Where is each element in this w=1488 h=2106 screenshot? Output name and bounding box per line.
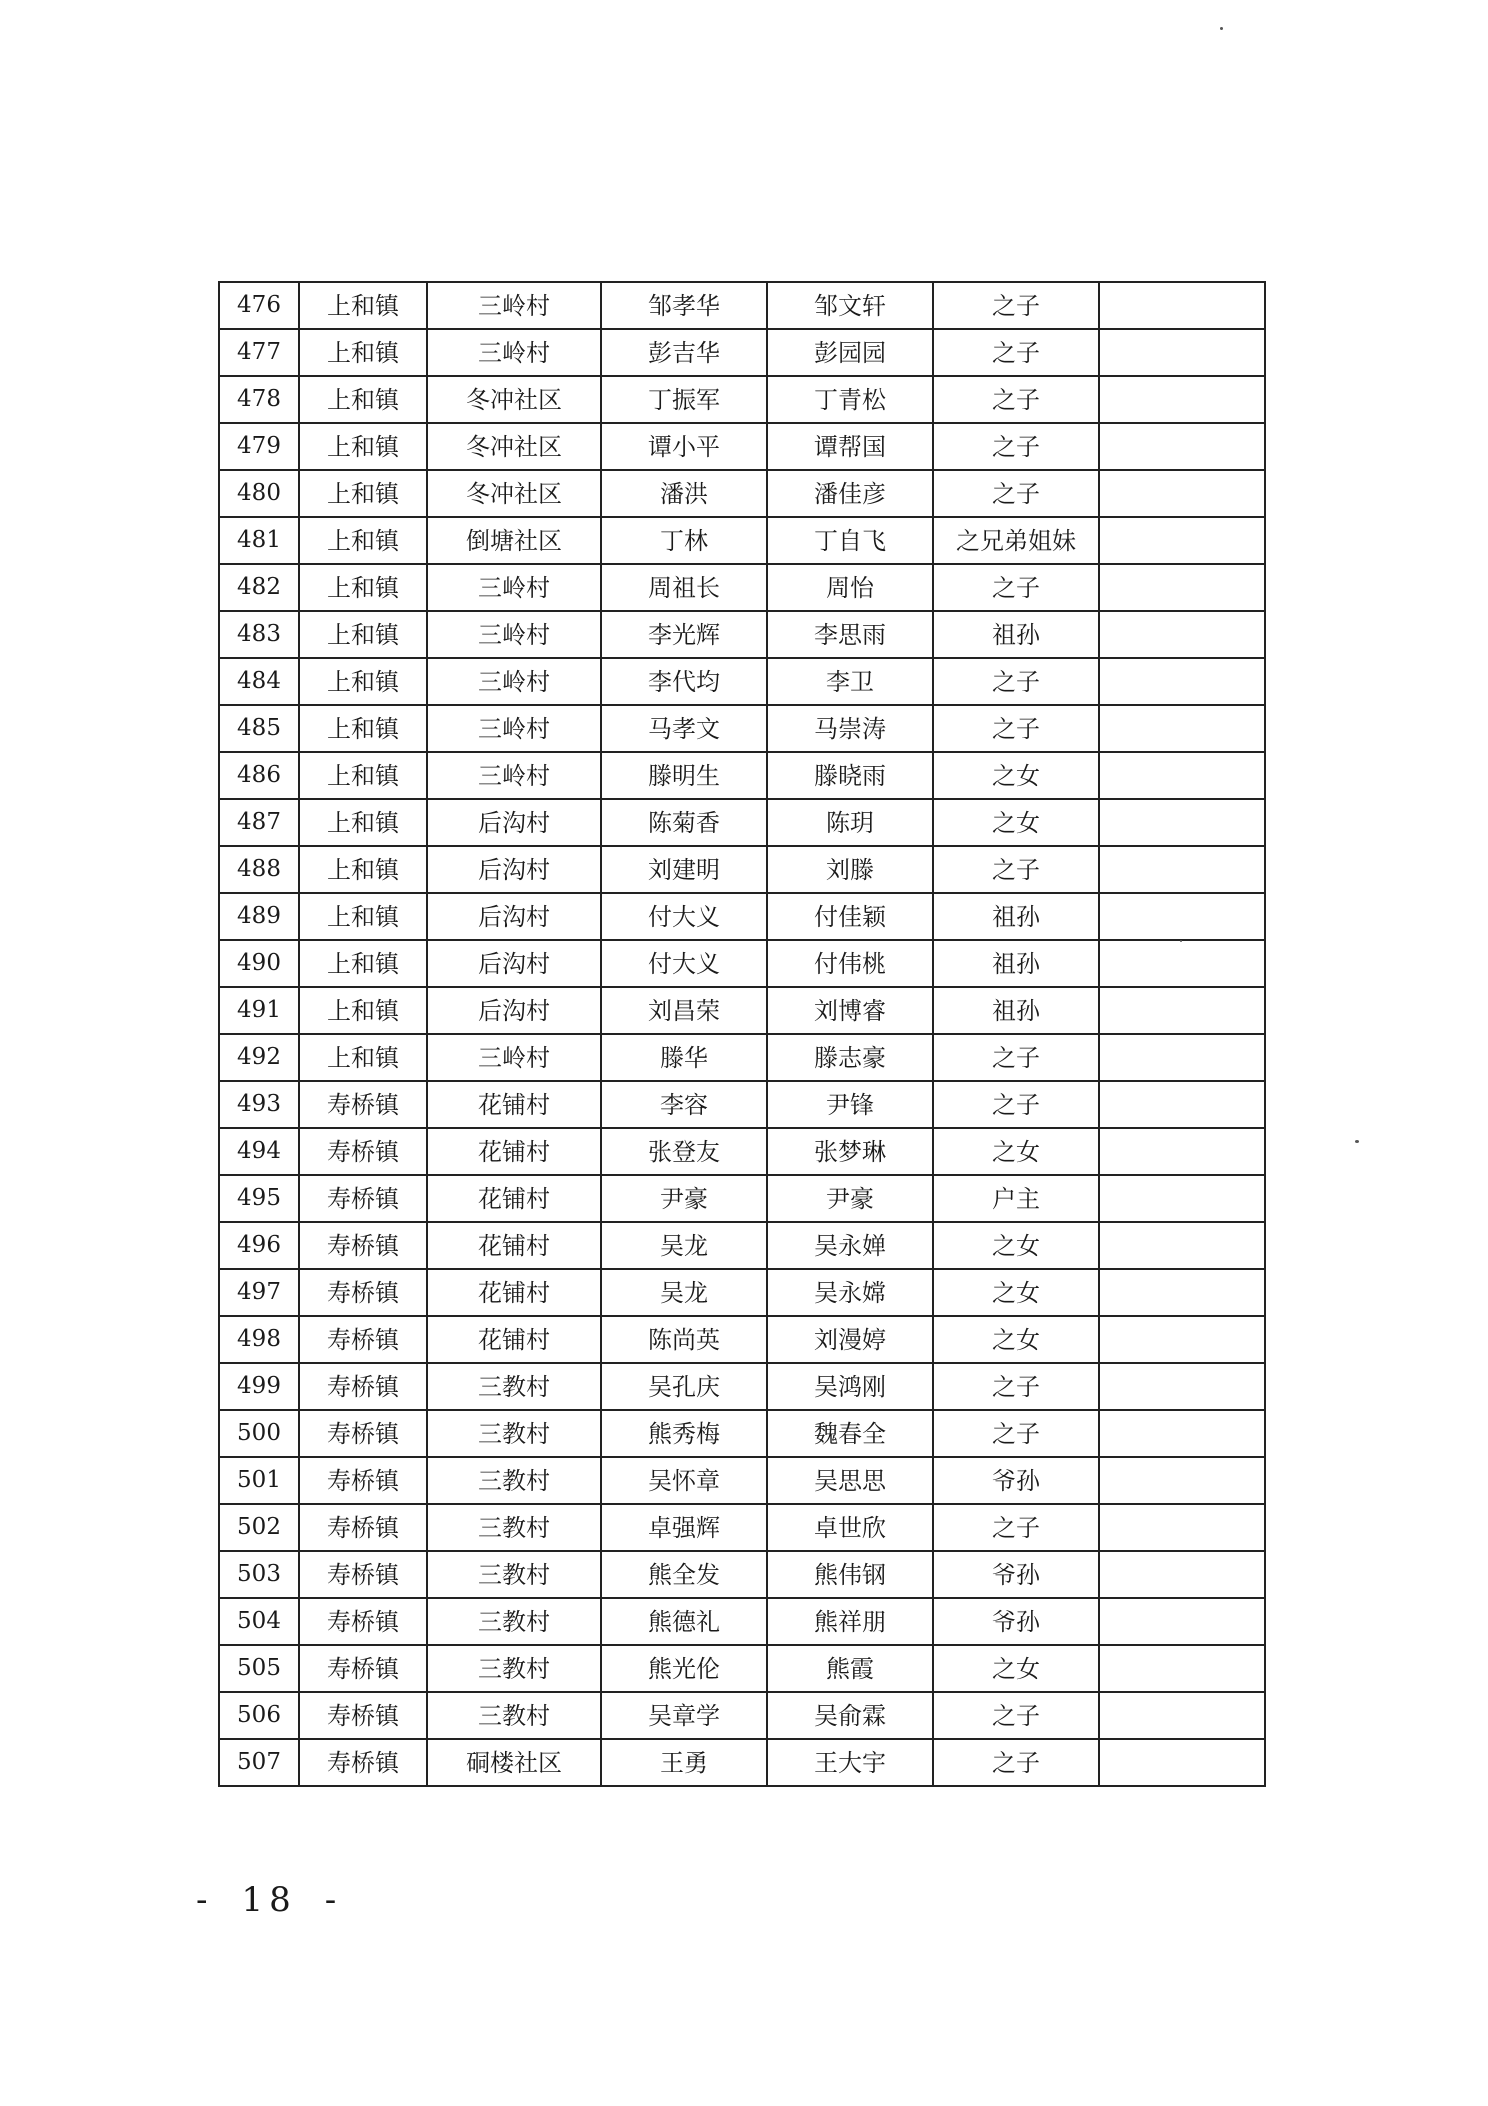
row-number-cell: 481 (219, 517, 299, 564)
row-number-cell: 506 (219, 1692, 299, 1739)
remark-cell (1099, 470, 1265, 517)
row-number-cell: 498 (219, 1316, 299, 1363)
applicant-name-cell: 陈尚英 (601, 1316, 767, 1363)
remark-cell (1099, 1551, 1265, 1598)
row-number-cell: 503 (219, 1551, 299, 1598)
member-name-cell: 尹豪 (767, 1175, 933, 1222)
member-name-cell: 刘滕 (767, 846, 933, 893)
member-name-cell: 熊祥朋 (767, 1598, 933, 1645)
relation-cell: 祖孙 (933, 893, 1099, 940)
table-row (219, 1410, 1265, 1457)
row-number-cell: 489 (219, 893, 299, 940)
remark-cell (1099, 1081, 1265, 1128)
remark-cell (1099, 376, 1265, 423)
row-number-cell: 497 (219, 1269, 299, 1316)
member-name-cell: 李卫 (767, 658, 933, 705)
table-row (219, 376, 1265, 423)
town-cell: 上和镇 (299, 517, 427, 564)
village-cell: 花铺村 (427, 1081, 601, 1128)
remark-cell (1099, 658, 1265, 705)
row-number-cell: 480 (219, 470, 299, 517)
member-name-cell: 卓世欣 (767, 1504, 933, 1551)
applicant-name-cell: 吴怀章 (601, 1457, 767, 1504)
village-cell: 冬冲社区 (427, 470, 601, 517)
table-row (219, 470, 1265, 517)
member-name-cell: 熊霞 (767, 1645, 933, 1692)
remark-cell (1099, 1598, 1265, 1645)
applicant-name-cell: 滕华 (601, 1034, 767, 1081)
table-row (219, 658, 1265, 705)
remark-cell (1099, 893, 1265, 940)
table-row (219, 1551, 1265, 1598)
table-row (219, 423, 1265, 470)
village-cell: 三教村 (427, 1363, 601, 1410)
remark-cell (1099, 799, 1265, 846)
relation-cell: 之女 (933, 1128, 1099, 1175)
applicant-name-cell: 刘昌荣 (601, 987, 767, 1034)
table-row (219, 940, 1265, 987)
village-cell: 冬冲社区 (427, 376, 601, 423)
table-row (219, 517, 1265, 564)
remark-cell (1099, 1645, 1265, 1692)
applicant-name-cell: 李代均 (601, 658, 767, 705)
relation-cell: 之子 (933, 1692, 1099, 1739)
relation-cell: 之子 (933, 423, 1099, 470)
row-number-cell: 491 (219, 987, 299, 1034)
table-row (219, 1645, 1265, 1692)
town-cell: 寿桥镇 (299, 1645, 427, 1692)
town-cell: 寿桥镇 (299, 1692, 427, 1739)
relation-cell: 之子 (933, 658, 1099, 705)
member-name-cell: 李思雨 (767, 611, 933, 658)
remark-cell (1099, 1222, 1265, 1269)
village-cell: 花铺村 (427, 1175, 601, 1222)
relation-cell: 之兄弟姐妹 (933, 517, 1099, 564)
relation-cell: 之子 (933, 1034, 1099, 1081)
applicant-name-cell: 滕明生 (601, 752, 767, 799)
relation-cell: 之女 (933, 1645, 1099, 1692)
town-cell: 上和镇 (299, 846, 427, 893)
row-number-cell: 496 (219, 1222, 299, 1269)
applicant-name-cell: 王勇 (601, 1739, 767, 1786)
remark-cell (1099, 1128, 1265, 1175)
relation-cell: 爷孙 (933, 1551, 1099, 1598)
village-cell: 花铺村 (427, 1128, 601, 1175)
applicant-name-cell: 熊全发 (601, 1551, 767, 1598)
remark-cell (1099, 1504, 1265, 1551)
row-number-cell: 488 (219, 846, 299, 893)
village-cell: 三教村 (427, 1692, 601, 1739)
applicant-name-cell: 熊光伦 (601, 1645, 767, 1692)
town-cell: 上和镇 (299, 799, 427, 846)
relation-cell: 之女 (933, 799, 1099, 846)
row-number-cell: 477 (219, 329, 299, 376)
applicant-name-cell: 丁林 (601, 517, 767, 564)
remark-cell (1099, 611, 1265, 658)
applicant-name-cell: 吴章学 (601, 1692, 767, 1739)
relation-cell: 之子 (933, 282, 1099, 329)
member-name-cell: 潘佳彦 (767, 470, 933, 517)
village-cell: 三教村 (427, 1410, 601, 1457)
village-cell: 三岭村 (427, 1034, 601, 1081)
remark-cell (1099, 987, 1265, 1034)
town-cell: 寿桥镇 (299, 1316, 427, 1363)
row-number-cell: 487 (219, 799, 299, 846)
table-row (219, 1128, 1265, 1175)
town-cell: 上和镇 (299, 1034, 427, 1081)
row-number-cell: 507 (219, 1739, 299, 1786)
applicant-name-cell: 李容 (601, 1081, 767, 1128)
member-name-cell: 尹锋 (767, 1081, 933, 1128)
member-name-cell: 邹文轩 (767, 282, 933, 329)
member-name-cell: 陈玥 (767, 799, 933, 846)
village-cell: 三岭村 (427, 564, 601, 611)
relation-cell: 之女 (933, 1222, 1099, 1269)
remark-cell (1099, 1034, 1265, 1081)
village-cell: 三岭村 (427, 752, 601, 799)
row-number-cell: 478 (219, 376, 299, 423)
town-cell: 上和镇 (299, 940, 427, 987)
relation-cell: 之子 (933, 1739, 1099, 1786)
row-number-cell: 504 (219, 1598, 299, 1645)
member-name-cell: 滕晓雨 (767, 752, 933, 799)
row-number-cell: 500 (219, 1410, 299, 1457)
table-row (219, 282, 1265, 329)
relation-cell: 之子 (933, 1363, 1099, 1410)
applicant-name-cell: 付大义 (601, 893, 767, 940)
village-cell: 三教村 (427, 1457, 601, 1504)
relation-cell: 之子 (933, 1410, 1099, 1457)
member-name-cell: 滕志豪 (767, 1034, 933, 1081)
row-number-cell: 492 (219, 1034, 299, 1081)
applicant-name-cell: 尹豪 (601, 1175, 767, 1222)
row-number-cell: 486 (219, 752, 299, 799)
town-cell: 上和镇 (299, 282, 427, 329)
relation-cell: 之子 (933, 846, 1099, 893)
row-number-cell: 476 (219, 282, 299, 329)
relation-cell: 祖孙 (933, 940, 1099, 987)
relation-cell: 之子 (933, 1504, 1099, 1551)
row-number-cell: 479 (219, 423, 299, 470)
relation-cell: 之女 (933, 1316, 1099, 1363)
applicant-name-cell: 付大义 (601, 940, 767, 987)
page-dash-right: - (324, 1880, 343, 1920)
town-cell: 上和镇 (299, 658, 427, 705)
table-row (219, 1692, 1265, 1739)
village-cell: 三岭村 (427, 705, 601, 752)
village-cell: 三岭村 (427, 282, 601, 329)
roster-body (219, 282, 1265, 1786)
row-number-cell: 502 (219, 1504, 299, 1551)
applicant-name-cell: 卓强辉 (601, 1504, 767, 1551)
relation-cell: 之女 (933, 752, 1099, 799)
row-number-cell: 482 (219, 564, 299, 611)
remark-cell (1099, 940, 1265, 987)
table-row (219, 752, 1265, 799)
village-cell: 花铺村 (427, 1222, 601, 1269)
member-name-cell: 张梦琳 (767, 1128, 933, 1175)
relation-cell: 之子 (933, 1081, 1099, 1128)
relation-cell: 祖孙 (933, 611, 1099, 658)
member-name-cell: 刘漫婷 (767, 1316, 933, 1363)
member-name-cell: 吴永婵 (767, 1222, 933, 1269)
town-cell: 上和镇 (299, 329, 427, 376)
relation-cell: 之子 (933, 329, 1099, 376)
member-name-cell: 周怡 (767, 564, 933, 611)
remark-cell (1099, 1175, 1265, 1222)
village-cell: 后沟村 (427, 799, 601, 846)
village-cell: 花铺村 (427, 1269, 601, 1316)
village-cell: 花铺村 (427, 1316, 601, 1363)
town-cell: 寿桥镇 (299, 1081, 427, 1128)
row-number-cell: 484 (219, 658, 299, 705)
row-number-cell: 485 (219, 705, 299, 752)
row-number-cell: 499 (219, 1363, 299, 1410)
table-row (219, 611, 1265, 658)
table-row (219, 1081, 1265, 1128)
table-row (219, 1504, 1265, 1551)
page-number: 18 (241, 1880, 297, 1920)
page-footer (182, 1880, 356, 1920)
member-name-cell: 付佳颖 (767, 893, 933, 940)
member-name-cell: 魏春全 (767, 1410, 933, 1457)
member-name-cell: 丁青松 (767, 376, 933, 423)
row-number-cell: 501 (219, 1457, 299, 1504)
row-number-cell: 505 (219, 1645, 299, 1692)
applicant-name-cell: 吴龙 (601, 1222, 767, 1269)
page-dash-left: - (196, 1880, 214, 1920)
relation-cell: 之女 (933, 1269, 1099, 1316)
applicant-name-cell: 潘洪 (601, 470, 767, 517)
member-name-cell: 付伟桃 (767, 940, 933, 987)
member-name-cell: 吴永嫦 (767, 1269, 933, 1316)
town-cell: 寿桥镇 (299, 1739, 427, 1786)
remark-cell (1099, 517, 1265, 564)
row-number-cell: 483 (219, 611, 299, 658)
member-name-cell: 丁自飞 (767, 517, 933, 564)
remark-cell (1099, 1363, 1265, 1410)
remark-cell (1099, 329, 1265, 376)
town-cell: 上和镇 (299, 705, 427, 752)
applicant-name-cell: 熊德礼 (601, 1598, 767, 1645)
town-cell: 寿桥镇 (299, 1269, 427, 1316)
relation-cell: 之子 (933, 470, 1099, 517)
town-cell: 上和镇 (299, 611, 427, 658)
applicant-name-cell: 刘建明 (601, 846, 767, 893)
table-row (219, 1269, 1265, 1316)
town-cell: 寿桥镇 (299, 1457, 427, 1504)
relation-cell: 之子 (933, 705, 1099, 752)
row-number-cell: 490 (219, 940, 299, 987)
remark-cell (1099, 752, 1265, 799)
applicant-name-cell: 邹孝华 (601, 282, 767, 329)
village-cell: 冬冲社区 (427, 423, 601, 470)
relation-cell: 之子 (933, 376, 1099, 423)
remark-cell (1099, 846, 1265, 893)
town-cell: 上和镇 (299, 752, 427, 799)
remark-cell (1099, 1269, 1265, 1316)
remark-cell (1099, 1316, 1265, 1363)
table-row (219, 1739, 1265, 1786)
table-row (219, 1222, 1265, 1269)
applicant-name-cell: 李光辉 (601, 611, 767, 658)
member-name-cell: 王大宇 (767, 1739, 933, 1786)
village-cell: 三岭村 (427, 658, 601, 705)
table-row (219, 1457, 1265, 1504)
village-cell: 倒塘社区 (427, 517, 601, 564)
table-row (219, 1175, 1265, 1222)
village-cell: 三岭村 (427, 611, 601, 658)
member-name-cell: 吴鸿刚 (767, 1363, 933, 1410)
remark-cell (1099, 1457, 1265, 1504)
relation-cell: 之子 (933, 564, 1099, 611)
town-cell: 上和镇 (299, 470, 427, 517)
remark-cell (1099, 1739, 1265, 1786)
town-cell: 寿桥镇 (299, 1175, 427, 1222)
applicant-name-cell: 张登友 (601, 1128, 767, 1175)
village-cell: 硐楼社区 (427, 1739, 601, 1786)
row-number-cell: 493 (219, 1081, 299, 1128)
member-name-cell: 刘博睿 (767, 987, 933, 1034)
member-name-cell: 谭帮国 (767, 423, 933, 470)
town-cell: 寿桥镇 (299, 1363, 427, 1410)
member-name-cell: 彭园园 (767, 329, 933, 376)
table-row (219, 893, 1265, 940)
remark-cell (1099, 564, 1265, 611)
village-cell: 后沟村 (427, 893, 601, 940)
village-cell: 三教村 (427, 1645, 601, 1692)
town-cell: 寿桥镇 (299, 1598, 427, 1645)
applicant-name-cell: 谭小平 (601, 423, 767, 470)
applicant-name-cell: 马孝文 (601, 705, 767, 752)
town-cell: 上和镇 (299, 423, 427, 470)
village-cell: 后沟村 (427, 846, 601, 893)
table-row (219, 846, 1265, 893)
remark-cell (1099, 1692, 1265, 1739)
applicant-name-cell: 周祖长 (601, 564, 767, 611)
relation-cell: 爷孙 (933, 1598, 1099, 1645)
table-row (219, 799, 1265, 846)
table-row (219, 1316, 1265, 1363)
village-cell: 三教村 (427, 1504, 601, 1551)
applicant-name-cell: 吴孔庆 (601, 1363, 767, 1410)
table-row (219, 1363, 1265, 1410)
town-cell: 寿桥镇 (299, 1222, 427, 1269)
relation-cell: 爷孙 (933, 1457, 1099, 1504)
roster-sheet (218, 281, 1264, 1787)
town-cell: 寿桥镇 (299, 1410, 427, 1457)
member-name-cell: 熊伟钢 (767, 1551, 933, 1598)
table-row (219, 1034, 1265, 1081)
applicant-name-cell: 丁振军 (601, 376, 767, 423)
town-cell: 上和镇 (299, 987, 427, 1034)
town-cell: 寿桥镇 (299, 1128, 427, 1175)
relation-cell: 祖孙 (933, 987, 1099, 1034)
row-number-cell: 494 (219, 1128, 299, 1175)
village-cell: 三岭村 (427, 329, 601, 376)
scan-speck (1220, 27, 1223, 30)
town-cell: 寿桥镇 (299, 1551, 427, 1598)
member-name-cell: 马崇涛 (767, 705, 933, 752)
remark-cell (1099, 423, 1265, 470)
table-row (219, 705, 1265, 752)
town-cell: 寿桥镇 (299, 1504, 427, 1551)
table-row (219, 1598, 1265, 1645)
town-cell: 上和镇 (299, 893, 427, 940)
village-cell: 三教村 (427, 1598, 601, 1645)
applicant-name-cell: 吴龙 (601, 1269, 767, 1316)
table-row (219, 564, 1265, 611)
applicant-name-cell: 熊秀梅 (601, 1410, 767, 1457)
scan-speck (1355, 1140, 1359, 1143)
village-cell: 后沟村 (427, 940, 601, 987)
relation-cell: 户主 (933, 1175, 1099, 1222)
village-cell: 三教村 (427, 1551, 601, 1598)
town-cell: 上和镇 (299, 564, 427, 611)
roster-table (218, 281, 1266, 1787)
town-cell: 上和镇 (299, 376, 427, 423)
remark-cell (1099, 1410, 1265, 1457)
applicant-name-cell: 陈菊香 (601, 799, 767, 846)
scan-speck (1180, 940, 1182, 942)
applicant-name-cell: 彭吉华 (601, 329, 767, 376)
remark-cell (1099, 282, 1265, 329)
member-name-cell: 吴思思 (767, 1457, 933, 1504)
village-cell: 后沟村 (427, 987, 601, 1034)
member-name-cell: 吴俞霖 (767, 1692, 933, 1739)
remark-cell (1099, 705, 1265, 752)
table-row (219, 987, 1265, 1034)
table-row (219, 329, 1265, 376)
row-number-cell: 495 (219, 1175, 299, 1222)
